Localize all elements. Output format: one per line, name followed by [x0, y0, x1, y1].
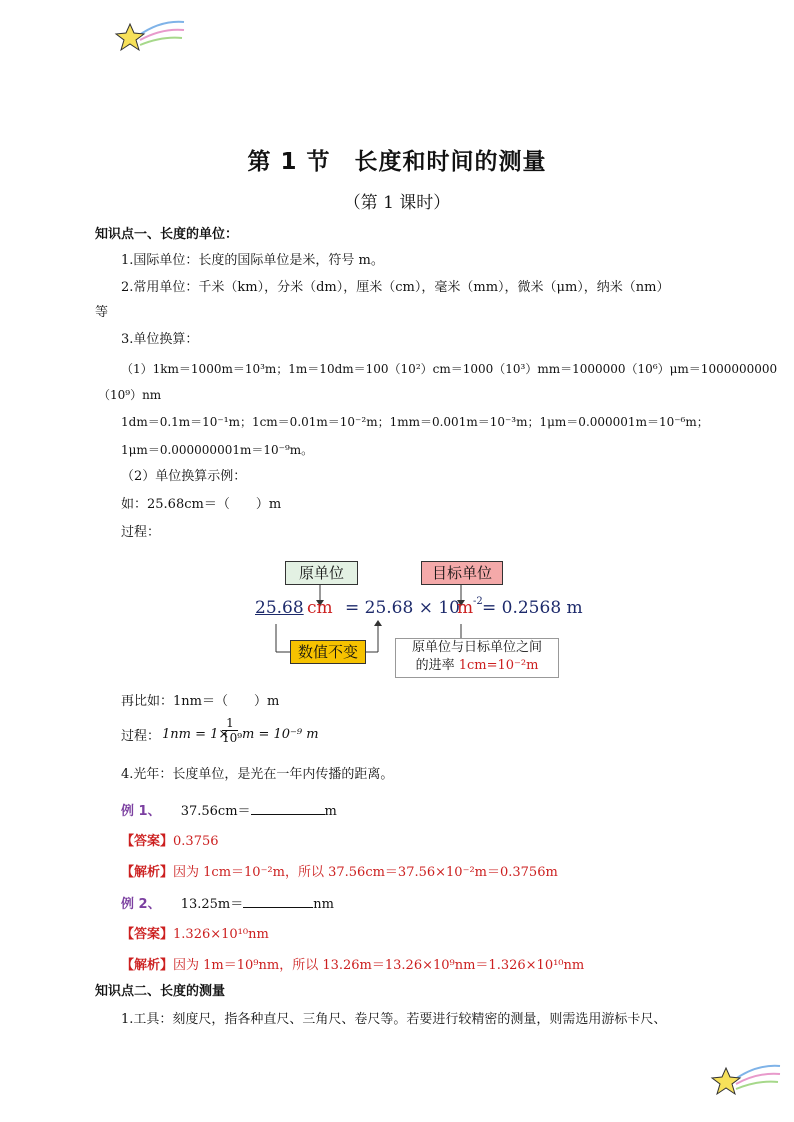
target-unit: m	[457, 598, 474, 618]
solution-label: 【解析】	[121, 865, 174, 880]
example-1-label: 例 1、	[121, 804, 161, 819]
example-1-unit: m	[324, 804, 337, 819]
formula-left: 1nm = 1×	[162, 727, 230, 742]
section2-item1: 1.工具：刻度尺，指各种直尺、三角尺、卷尺等。若要进行较精密的测量，则需选用游标卡尺、	[121, 1012, 667, 1027]
fraction-denominator: 10⁹	[222, 731, 243, 745]
example-2-answer	[121, 926, 269, 944]
item2-line2: 等	[95, 305, 109, 320]
conv1-line4: 1μm＝0.000000001m＝10⁻⁹m。	[121, 443, 314, 457]
example-2-solution	[121, 957, 584, 975]
conv1-line2: （10⁹）nm	[98, 388, 162, 402]
example-2-label: 例 2、	[121, 897, 161, 912]
solution-text: 因为 1cm＝10⁻²m，所以 37.56cm＝37.56×10⁻²m＝0.3756m	[173, 865, 558, 880]
item3: 3.单位换算：	[121, 332, 199, 347]
answer-blank	[243, 895, 313, 908]
item1: 1.国际单位：长度的国际单位是米，符号 m。	[121, 253, 384, 268]
conv1-line1: （1）1km＝1000m＝10³m；1m＝10dm＝100（10²）cm＝1000（10³）mm＝1000000（10⁶）μm＝1000000000	[121, 362, 778, 376]
example-2-unit: nm	[313, 897, 334, 912]
item2-line1: 2.常用单位：千米（km），分米（dm），厘米（cm），毫米（mm），微米（μm），纳米（nm）	[121, 280, 670, 295]
fraction-numerator: 1	[226, 716, 234, 730]
example-1-answer	[121, 833, 219, 851]
process-label-2: 过程：	[121, 729, 161, 744]
example-2-question: 13.25m＝	[180, 897, 244, 912]
example-1-solution	[121, 864, 558, 882]
answer-value: 1.326×10¹⁰nm	[173, 927, 269, 942]
shooting-star-icon	[112, 14, 188, 58]
section1-heading: 知识点一、长度的单位：	[95, 227, 239, 242]
conversion-rate-note	[395, 638, 559, 678]
answer-blank	[251, 802, 325, 815]
conv2: （2）单位换算示例：	[121, 469, 247, 484]
example-question-2: 再比如：1nm＝（ ）m	[121, 694, 280, 709]
note-line1: 原单位与日标单位之间	[411, 640, 542, 655]
solution-label: 【解析】	[121, 958, 174, 973]
example-question: 如：25.68cm＝（ ）m	[121, 497, 282, 512]
formula-fraction	[222, 716, 243, 745]
item4: 4.光年：长度单位，是光在一年内传播的距离。	[121, 767, 394, 782]
page-subtitle: （第 1 课时）	[343, 193, 451, 213]
original-unit-box: 原单位	[285, 561, 358, 585]
process-label: 过程：	[121, 525, 161, 540]
answer-value: 0.3756	[173, 834, 219, 849]
equation-middle: = 25.68 × 10	[345, 598, 460, 618]
answer-label: 【答案】	[121, 927, 174, 942]
equation-exponent: -2	[473, 596, 483, 607]
section2-heading: 知识点二、长度的测量	[95, 984, 226, 999]
original-value: 25.68	[255, 598, 304, 618]
formula-right: m = 10⁻⁹ m	[242, 727, 319, 742]
solution-text: 因为 1m＝10⁹nm，所以 13.26m＝13.26×10⁹nm＝1.326×10¹⁰nm	[173, 958, 585, 973]
shooting-star-icon	[708, 1058, 784, 1102]
example-2	[121, 895, 334, 914]
note-prefix: 的进率	[415, 658, 455, 673]
page-title: 第 1 节 长度和时间的测量	[247, 149, 547, 175]
example-1	[121, 802, 337, 821]
target-unit-box: 目标单位	[421, 561, 503, 585]
example-1-question: 37.56cm＝	[180, 804, 251, 819]
answer-label: 【答案】	[121, 834, 174, 849]
equation-result: = 0.2568 m	[482, 598, 583, 618]
original-unit: cm	[307, 598, 333, 618]
value-unchanged-box: 数值不变	[290, 640, 366, 664]
note-rate: 1cm=10⁻²m	[458, 658, 539, 673]
conv1-line3: 1dm＝0.1m＝10⁻¹m；1cm＝0.01m＝10⁻²m；1mm＝0.001m＝10⁻³m；1μm＝0.000001m＝10⁻⁶m；	[121, 415, 709, 429]
